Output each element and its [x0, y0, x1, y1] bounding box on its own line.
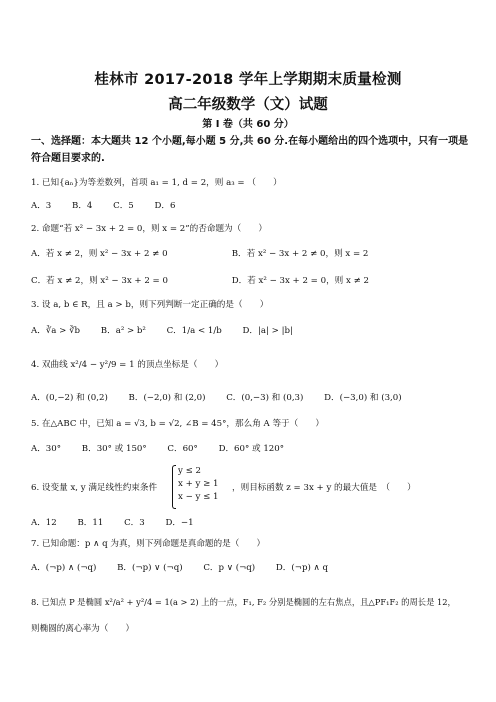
question-7-option-a: A．(¬p) ∧ (¬q) — [31, 563, 97, 573]
question-2-option-c: C．若 x ≠ 2，则 x² − 3x + 2 = 0 — [31, 276, 168, 286]
question-5-option-a: A．30° — [31, 444, 62, 454]
question-5-option-b: B．30° 或 150° — [81, 444, 147, 454]
question-7-option-b: B．(¬p) ∨ (¬q) — [117, 563, 183, 573]
question-5-stem: 5. 在△ABC 中，已知 a = √3, b = √2, ∠B = 45°，那么角 A 等于（ ） — [31, 419, 325, 429]
question-7-stem: 7. 已知命题：p ∧ q 为真，则下列命题是真命题的是（ ） — [31, 539, 266, 549]
constraint-2: x + y ≥ 1 — [178, 479, 219, 489]
question-7-option-c: C．p ∨ (¬q) — [203, 563, 256, 573]
question-1-option-c: C．5 — [113, 201, 134, 211]
question-2-option-b: B．若 x² − 3x + 2 ≠ 0，则 x = 2 — [231, 249, 369, 259]
question-6-option-b: B．11 — [77, 518, 104, 528]
question-3-option-b: B．a² > b² — [100, 326, 146, 336]
question-6-stem-pre: 6. 设变量 x, y 满足线性约束条件 — [31, 483, 158, 493]
question-1-stem: 1. 已知{aₙ}为等差数列，首项 a₁ = 1, d = 2，则 a₃ = （ ） — [31, 178, 282, 188]
exam-title: 桂林市 2017-2018 学年上学期期末质量检测 — [94, 72, 402, 88]
question-3-stem: 3. 设 a, b ∈ R，且 a > b，则下列判断一定正确的是（ ） — [31, 300, 269, 310]
question-4-option-b: B．(−2,0) 和 (2,0) — [128, 393, 206, 403]
question-4-stem: 4. 双曲线 x²/4 − y²/9 = 1 的顶点坐标是（ ） — [31, 360, 224, 370]
question-7-option-d: D．(¬p) ∧ q — [275, 563, 329, 573]
question-5-options — [31, 443, 302, 455]
question-3-option-c: C．1/a < 1/b — [166, 326, 222, 336]
question-1-option-d: D．6 — [154, 201, 176, 211]
question-3-option-a: A．∛a > ∛b — [31, 326, 81, 336]
question-2-option-d: D．若 x² − 3x + 2 = 0，则 x ≠ 2 — [231, 276, 369, 286]
exam-subtitle: 高二年级数学（文）试题 — [168, 97, 328, 113]
question-4-option-c: C．(0,−3) 和 (0,3) — [226, 393, 304, 403]
question-2-options-row2 — [31, 275, 387, 287]
question-3-options — [31, 325, 311, 337]
constraint-3: x − y ≤ 1 — [178, 492, 219, 502]
question-6-stem-post: ，则目标函数 z = 3x + y 的最大值是 （ ） — [232, 483, 416, 493]
exam-part-label: 第 I 卷（共 60 分） — [202, 119, 294, 130]
question-6-option-c: C．3 — [124, 518, 145, 528]
question-3-option-d: D．|a| > |b| — [242, 326, 293, 336]
question-4-option-d: D．(−3,0) 和 (3,0) — [324, 393, 402, 403]
question-1-option-a: A．3 — [31, 201, 52, 211]
question-2-stem: 2. 命题“若 x² − 3x + 2 = 0，则 x = 2”的否命题为（ ） — [31, 224, 268, 234]
question-7-options — [31, 562, 346, 574]
question-5-option-d: D．60° 或 120° — [218, 444, 285, 454]
question-4-options — [31, 392, 420, 404]
question-2-option-a: A．若 x ≠ 2，则 x² − 3x + 2 ≠ 0 — [31, 249, 168, 259]
section-instructions: 一、选择题：本大题共 12 个小题,每小题 5 分,共 60 分.在每小题给出的四个选项中，只有一项是符合题目要求的. — [31, 136, 469, 164]
question-4-option-a: A．(0,−2) 和 (0,2) — [31, 393, 108, 403]
question-8-stem-continued: 则椭圆的离心率为（ ） — [31, 624, 135, 634]
question-6-option-d: D．−1 — [165, 518, 194, 528]
constraint-1: y ≤ 2 — [178, 466, 201, 476]
system-brace — [172, 465, 176, 509]
question-8-stem: 8. 已知点 P 是椭圆 x²/a² + y²/4 = 1(a > 2) 上的一点，F₁, F₂ 分别是椭圆的左右焦点，且△PF₁F₂ 的周长是 12， — [31, 597, 456, 607]
question-1-option-b: B．4 — [72, 201, 93, 211]
question-6-system — [178, 465, 219, 504]
question-6-options — [31, 517, 212, 529]
question-6-option-a: A．12 — [31, 518, 57, 528]
question-5-option-c: C．60° — [167, 444, 198, 454]
question-2-options-row1 — [31, 248, 386, 260]
question-1-options — [31, 200, 193, 212]
